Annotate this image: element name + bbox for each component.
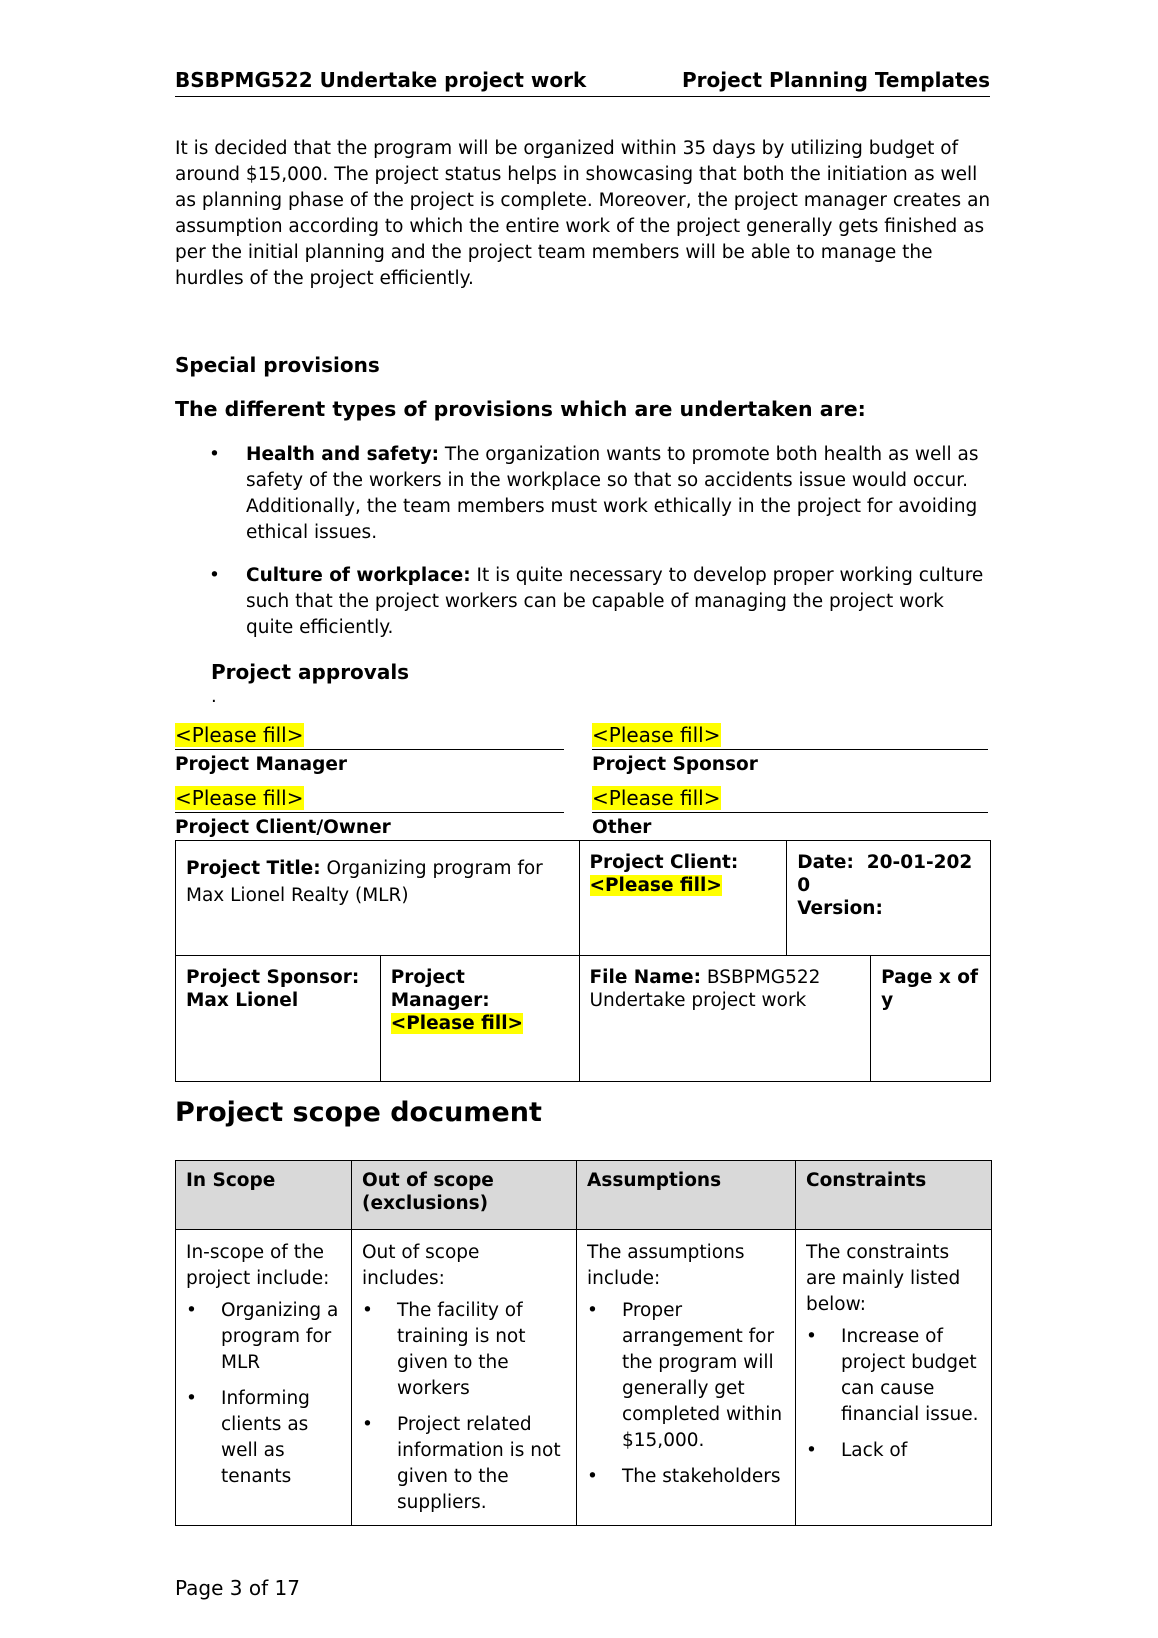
bullet-icon: • bbox=[587, 1466, 598, 1487]
in-scope-cell bbox=[176, 1230, 352, 1526]
file-name-label: File Name: bbox=[589, 967, 701, 988]
scope-document-title: Project scope document bbox=[175, 1097, 542, 1128]
project-sponsor-label: Project Sponsor: Max Lionel bbox=[186, 967, 360, 1011]
scope-table bbox=[175, 1160, 992, 1526]
header-course-title: BSBPMG522 Undertake project work bbox=[175, 68, 587, 92]
cell-intro: The assumptions include: bbox=[587, 1242, 745, 1289]
provision-text: The organization wants to promote both health as well as safety of the workers in the workplace so that so accidents issue would occur. Additionally, the team members must work ethically in the project for avoiding ethical issues. bbox=[246, 444, 979, 543]
cell-intro: In-scope of the project include: bbox=[186, 1242, 330, 1289]
header-doc-title: Project Planning Templates bbox=[681, 68, 990, 92]
cell-intro: Out of scope includes: bbox=[362, 1242, 480, 1289]
out-of-scope-cell bbox=[352, 1230, 577, 1526]
approvals-dot: . bbox=[211, 686, 217, 707]
please-fill-field[interactable]: <Please fill> bbox=[175, 723, 304, 747]
provisions-subheading: The different types of provisions which are undertaken are: bbox=[175, 397, 866, 421]
scope-body-row bbox=[176, 1230, 992, 1526]
bullet-icon: • bbox=[362, 1300, 373, 1321]
please-fill-field[interactable]: <Please fill> bbox=[175, 786, 304, 810]
info-row-1 bbox=[176, 841, 991, 956]
project-title-label: Project Title: bbox=[186, 858, 321, 879]
provision-title: Health and safety: bbox=[246, 444, 440, 465]
list-item: • Lack of bbox=[806, 1438, 981, 1464]
page-number-footer: Page 3 of 17 bbox=[175, 1576, 300, 1600]
list-item: • Proper arrangement for the program will generally get completed within $15,000. bbox=[587, 1300, 783, 1451]
date-version-cell bbox=[787, 841, 991, 956]
signature-label: Project Manager bbox=[175, 754, 347, 775]
list-item: • Increase of project budget can cause financial issue. bbox=[806, 1326, 979, 1425]
cell-list bbox=[587, 1298, 785, 1490]
bullet-icon: • bbox=[587, 1300, 598, 1321]
signature-other bbox=[592, 786, 988, 838]
cell-list bbox=[362, 1298, 566, 1516]
date-label: Date: bbox=[797, 852, 854, 873]
page-x-of-y-cell bbox=[871, 956, 991, 1082]
bullet-icon: • bbox=[186, 1300, 197, 1321]
please-fill-field[interactable]: <Please fill> bbox=[592, 786, 721, 810]
bullet-icon: • bbox=[209, 444, 220, 465]
col-header-assumptions: Assumptions bbox=[577, 1161, 796, 1230]
signature-label: Project Sponsor bbox=[592, 754, 758, 775]
signature-project-manager bbox=[175, 723, 564, 775]
project-info-table bbox=[175, 840, 991, 1082]
list-item: • The stakeholders bbox=[587, 1464, 785, 1490]
file-name-value: BSBPMG522 Undertake project work bbox=[589, 967, 821, 1011]
project-client-fill[interactable]: <Please fill> bbox=[589, 875, 722, 896]
col-header-constraints: Constraints bbox=[796, 1161, 992, 1230]
page-header bbox=[175, 66, 990, 97]
signature-label: Project Client/Owner bbox=[175, 817, 391, 838]
provision-item-health bbox=[175, 442, 995, 546]
cell-list bbox=[806, 1324, 981, 1464]
project-title-value: Organizing program for Max Lionel Realty (MLR) bbox=[186, 858, 543, 906]
provisions-list bbox=[175, 442, 995, 546]
bullet-icon: • bbox=[209, 565, 220, 586]
intro-paragraph bbox=[175, 136, 995, 292]
col-header-out-of-scope: Out of scope (exclusions) bbox=[352, 1161, 577, 1230]
signature-project-sponsor bbox=[592, 723, 988, 775]
version-label: Version: bbox=[797, 898, 883, 919]
list-item: • Organizing a program for MLR bbox=[186, 1300, 339, 1373]
list-item: • The facility of training is not given to the workers bbox=[362, 1300, 526, 1399]
provision-item-culture bbox=[175, 563, 995, 641]
project-client-label: Project Client: bbox=[589, 852, 739, 873]
constraints-cell bbox=[796, 1230, 992, 1526]
scope-header-row bbox=[176, 1161, 992, 1230]
project-manager-fill[interactable]: <Please fill> bbox=[390, 1013, 524, 1034]
col-header-in-scope: In Scope bbox=[176, 1161, 352, 1230]
list-item: • Project related information is not given to the suppliers. bbox=[362, 1414, 561, 1513]
special-provisions-heading: Special provisions bbox=[175, 353, 380, 377]
project-manager-cell bbox=[380, 956, 579, 1082]
project-manager-label: Project Manager: bbox=[390, 967, 490, 1011]
bullet-icon: • bbox=[362, 1414, 373, 1435]
file-name-cell bbox=[579, 956, 871, 1082]
cell-intro: The constraints are mainly listed below: bbox=[806, 1242, 961, 1315]
project-title-cell bbox=[176, 841, 580, 956]
project-sponsor-cell bbox=[176, 956, 381, 1082]
bullet-icon: • bbox=[806, 1326, 817, 1347]
bullet-icon: • bbox=[186, 1388, 197, 1409]
please-fill-field[interactable]: <Please fill> bbox=[592, 723, 721, 747]
assumptions-cell bbox=[577, 1230, 796, 1526]
project-client-cell bbox=[579, 841, 787, 956]
page-x-of-y-label: Page x of y bbox=[881, 967, 978, 1011]
date-value: 20-01-2020 bbox=[797, 852, 973, 896]
intro-text: It is decided that the program will be organized within 35 days by utilizing budget of around $15,000. The project status helps in showcasing that both the initiation as well as planning phase of the project is complete. Moreover, the project manager creates an assumption according to which the entire work of the project generally gets finished as per the initial planning and the project team members will be able to manage the hurdles of the project efficiently. bbox=[175, 138, 991, 289]
provision-title: Culture of workplace: bbox=[246, 565, 471, 586]
signature-label: Other bbox=[592, 817, 652, 838]
cell-list bbox=[186, 1298, 341, 1490]
info-row-2 bbox=[176, 956, 991, 1082]
provision-text: It is quite necessary to develop proper working culture such that the project workers can be capable of managing the project work quite efficiently. bbox=[246, 565, 984, 638]
project-approvals-heading: Project approvals bbox=[211, 660, 410, 684]
provisions-list-2 bbox=[175, 563, 995, 641]
bullet-icon: • bbox=[806, 1440, 817, 1461]
list-item: • Informing clients as well as tenants bbox=[186, 1388, 310, 1487]
signature-project-client bbox=[175, 786, 564, 838]
